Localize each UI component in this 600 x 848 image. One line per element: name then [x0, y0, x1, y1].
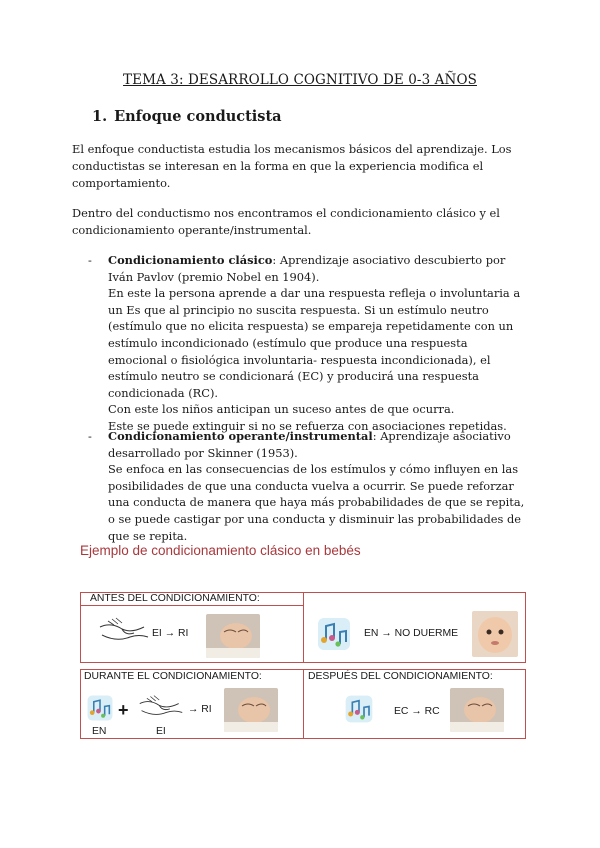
paragraph-types: Dentro del conductismo nos encontramos el condicionamiento clásico y el condicionamiento operante/instrumental.	[72, 206, 500, 237]
bullet-heading-line	[108, 252, 528, 285]
bullet-term: Condicionamiento operante/instrumental	[108, 429, 373, 443]
sleeping-baby-photo	[206, 614, 260, 658]
music-notes-icon	[316, 616, 352, 652]
hand-stroke-icon	[138, 694, 184, 722]
section-heading	[92, 108, 282, 125]
music-notes-icon	[86, 694, 114, 722]
hand-stroke-icon	[98, 617, 150, 647]
caption-ei: EI	[156, 726, 166, 737]
awake-baby-photo	[472, 611, 518, 657]
bullet-line: Con este los niños anticipan un suceso antes de que ocurra.	[108, 402, 455, 417]
bullet-definition: : Aprendizaje asociativo descubierto por Iván Pavlov (premio Nobel en 1904).	[108, 253, 506, 284]
after-formula: EC → RC	[394, 706, 440, 717]
example-title: Ejemplo de condicionamiento clásico en bebés	[80, 543, 361, 558]
bullet-marker: -	[88, 253, 92, 267]
bullet-line: Este se puede extinguir si no se refuerza con asociaciones repetidas.	[108, 418, 507, 433]
plus-sign: +	[118, 700, 129, 720]
sleeping-baby-photo	[450, 688, 504, 732]
music-notes-icon	[344, 694, 374, 724]
bullet-heading-line	[108, 428, 528, 461]
bullet-definition: : Aprendizaje asociativo desarrollado por Skinner (1953).	[108, 429, 511, 460]
after-label: DESPUÉS DEL CONDICIONAMIENTO:	[308, 671, 493, 682]
before-label: ANTES DEL CONDICIONAMIENTO:	[90, 593, 260, 604]
bullet-line: En este la persona aprende a dar una respuesta refleja o involuntaria a un Es que al principio no suscita respuesta. Si un estímulo neutro (estímulo que no elicita respuesta) se empareja repetidamente con un estímulo incondicionado (estímulo que produce una respuesta emocional o fisiológica involuntaria- respuesta incondicionada), el estímulo neutro se condicionará (EC) y producirá una respuesta condicionada (RC).	[108, 286, 521, 400]
during-label: DURANTE EL CONDICIONAMIENTO:	[84, 671, 262, 682]
caption-en: EN	[92, 726, 107, 737]
bullet-term: Condicionamiento clásico	[108, 253, 273, 267]
paragraph-intro: El enfoque conductista estudia los mecanismos básicos del aprendizaje. Los conductistas se interesan en la forma en que la experiencia modifica el comportamiento.	[72, 142, 512, 190]
bullet-line: Se enfoca en las consecuencias de los estímulos y cómo influyen en las posibilidades de que una conducta vuelva a ocurrir. Se puede reforzar una conducta de manera que haya más probabilidades de que se repita, o se puede castigar por una conducta y disminuir las probabilidades de que se repita.	[108, 462, 525, 543]
before-right-formula: EN → NO DUERME	[364, 628, 459, 639]
bullet-classical	[88, 252, 528, 435]
section-title: Enfoque conductista	[114, 108, 282, 125]
bullet-operant	[88, 428, 528, 544]
before-left-formula: EI → RI	[152, 628, 189, 639]
bullet-marker: -	[88, 429, 92, 443]
sleeping-baby-photo	[224, 688, 278, 732]
document-title: TEMA 3: DESARROLLO COGNITIVO DE 0-3 AÑOS	[123, 72, 477, 88]
section-number: 1.	[92, 108, 108, 125]
during-formula: → RI	[188, 704, 212, 715]
